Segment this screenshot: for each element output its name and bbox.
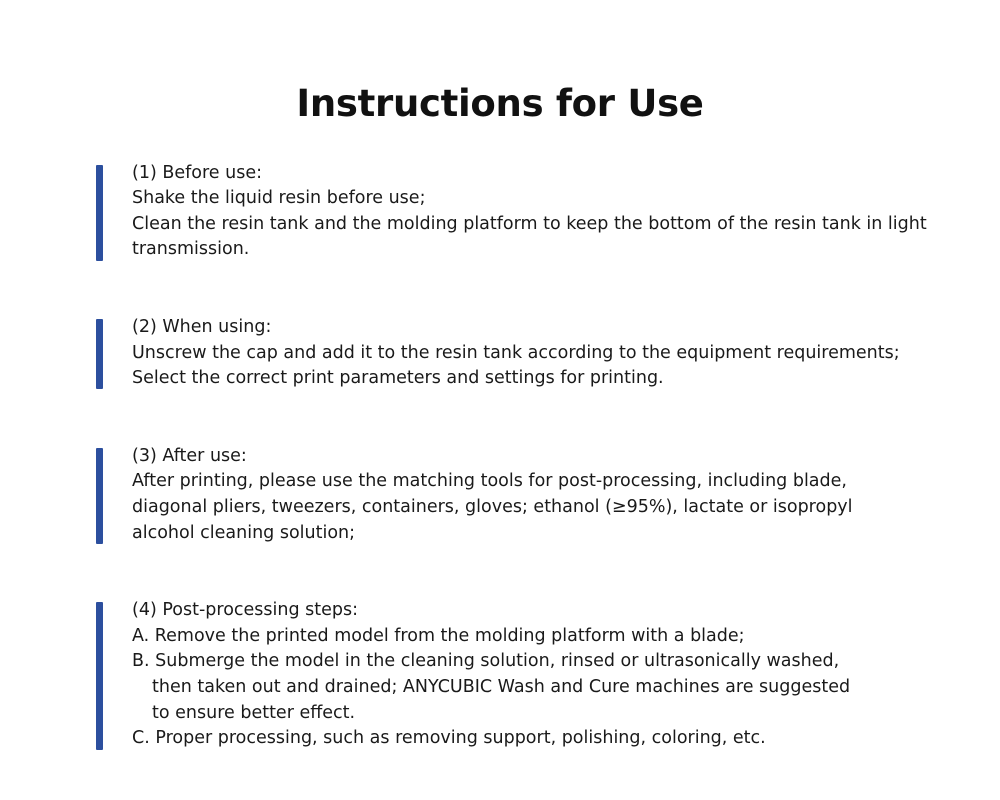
instruction-section-after-use [96,444,940,546]
section-line: then taken out and drained; ANYCUBIC Wash and Cure machines are suggested [152,677,851,697]
page-title: Instructions for Use [296,82,704,125]
section-line: alcohol cleaning solution; [132,522,356,543]
instructions-list [0,161,1000,752]
section-accent-bar [96,602,103,750]
section-line: B. Submerge the model in the cleaning solution, rinsed or ultrasonically washed, [132,651,840,672]
section-accent-bar [96,448,103,544]
section-body [96,598,940,752]
section-accent-bar [96,165,103,261]
section-body [96,161,940,263]
instruction-section-when-using [96,315,940,392]
section-heading: (3) After use: [132,445,247,466]
section-line: Select the correct print parameters and settings for printing. [132,368,664,389]
section-body [96,315,940,392]
section-line: Shake the liquid resin before use; [132,188,426,209]
section-line: A. Remove the printed model from the molding platform with a blade; [132,625,745,646]
section-heading: (2) When using: [132,317,272,338]
section-line: C. Proper processing, such as removing support, polishing, coloring, etc. [132,728,766,749]
section-accent-bar [96,319,103,389]
section-line: Clean the resin tank and the molding platform to keep the bottom of the resin tank in light [132,213,927,234]
section-heading: (1) Before use: [132,162,263,183]
section-heading: (4) Post-processing steps: [132,600,359,621]
section-line: Unscrew the cap and add it to the resin tank according to the equipment requirements; [132,342,900,363]
section-line: After printing, please use the matching tools for post-processing, including blade, [132,471,847,492]
section-line: diagonal pliers, tweezers, containers, gloves; ethanol (≥95%), lactate or isopropyl [132,497,853,518]
section-body [96,444,940,546]
section-line: to ensure better effect. [152,702,356,723]
instruction-section-post-processing [96,598,940,752]
instruction-section-before-use [96,161,940,263]
section-line: transmission. [132,239,250,260]
